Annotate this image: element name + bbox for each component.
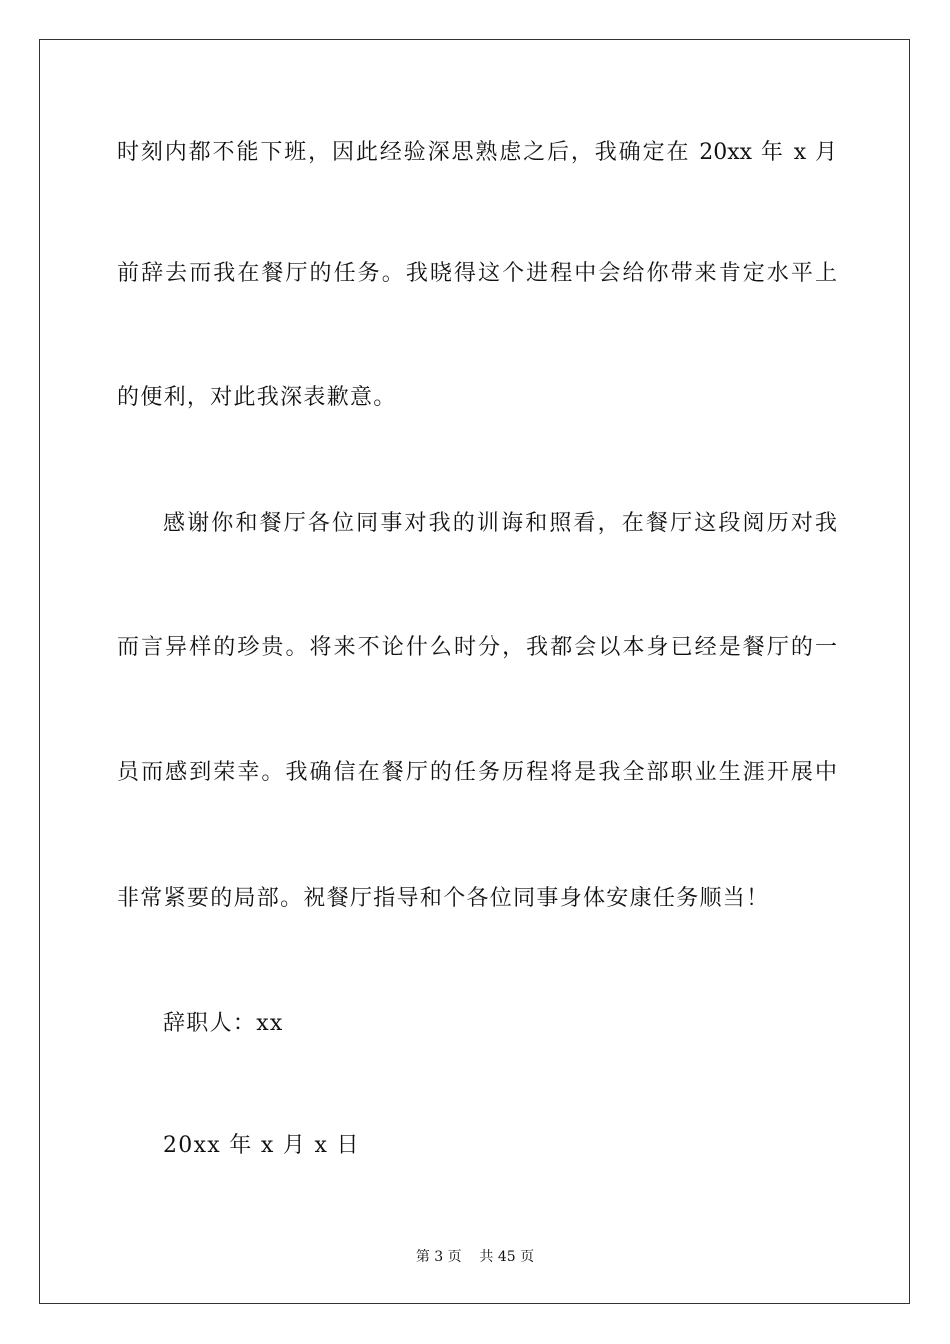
resigner-signature: 辞职人：xx (163, 1011, 284, 1036)
body-line-3: 的便利，对此我深表歉意。 (117, 385, 397, 410)
body-line-2: 前辞去而我在餐厅的任务。我晓得这个进程中会给你带来肯定水平上 (117, 261, 837, 286)
signature-date: 20xx 年 x 月 x 日 (163, 1133, 360, 1158)
page-border (39, 39, 910, 1304)
body-line-7: 非常紧要的局部。祝餐厅指导和个各位同事身体安康任务顺当！ (117, 886, 770, 911)
body-line-5: 而言异样的珍贵。将来不论什么时分，我都会以本身已经是餐厅的一 (117, 635, 837, 660)
body-line-1: 时刻内都不能下班，因此经验深思熟虑之后，我确定在 20xx 年 x 月 (117, 140, 837, 165)
body-line-6: 员而感到荣幸。我确信在餐厅的任务历程将是我全部职业生涯开展中 (117, 760, 837, 785)
body-line-4: 感谢你和餐厅各位同事对我的训诲和照看，在餐厅这段阅历对我 (163, 511, 837, 536)
page-number-footer: 第 3 页 共 45 页 (415, 1249, 535, 1265)
